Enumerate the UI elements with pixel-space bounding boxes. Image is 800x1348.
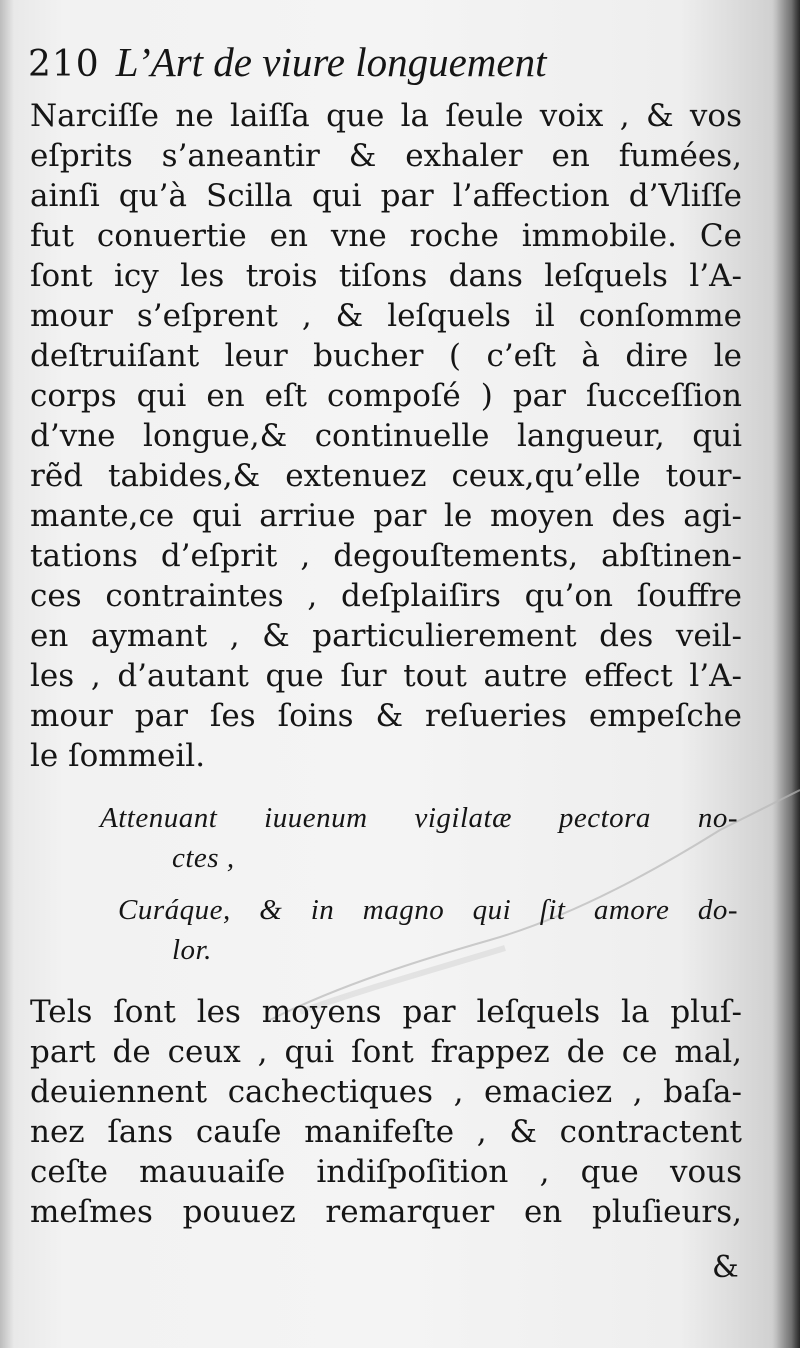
text-line: fut conuertie en vne roche immobile. Ce [30,218,742,254]
page-spine-shadow [772,0,800,1348]
text-line: deſtruiſant leur bucher ( c’eſt à dire le [30,338,742,374]
text-line: le ſommeil. [30,738,206,774]
text-line: mante,ce qui arriue par le moyen des agi- [30,498,742,534]
verse-line: Attenuant iuuenum vigilatæ pectora no- [100,802,738,834]
text-line: deuiennent cachectiques , emaciez , baſa- [30,1074,742,1110]
page-left-edge-shadow [0,0,14,1348]
page-number: 210 [28,44,100,85]
running-title: L’Art de viure longuement [115,39,547,85]
text-line: tations d’eſprit , degouſtements, abſtinen- [30,538,742,574]
text-line: en aymant , & particulierement des veil- [30,618,742,654]
text-line: rẽd tabides,& extenuez ceux,qu’elle tour- [30,458,742,494]
text-line: mour par ſes ſoins & reſueries empeſche [30,698,742,734]
text-line: part de ceux , qui ſont frappez de ce mal, [30,1034,742,1070]
text-line: corps qui en eſt compoſé ) par ſucceſſion [30,378,742,414]
verse-line: lor. [172,934,212,966]
text-line: d’vne longue,& continuelle langueur, qui [30,418,742,454]
text-line: Tels ſont les moyens par leſquels la pluſ- [30,994,742,1030]
text-line: eſprits s’aneantir & exhaler en fumées, [30,138,742,174]
verse-line: Curáque, & in magno qui ſit amore do- [118,894,738,926]
text-line: meſmes pouuez remarquer en pluſieurs, [30,1194,742,1230]
text-line: Narciſſe ne laiſſa que la ſeule voix , & vos [30,98,742,134]
text-line: ſont icy les trois tiſons dans leſquels l’A- [30,258,742,294]
page-header [28,38,748,98]
text-line: ainſi qu’à Scilla qui par l’affection d’Vliſſe [30,178,742,214]
catchword: & [712,1250,739,1285]
text-line: nez ſans cauſe manifeſte , & contractent [30,1114,742,1150]
verse-line: ctes , [172,842,235,874]
text-line: mour s’eſprent , & leſquels il conſomme [30,298,742,334]
text-line: les , d’autant que ſur tout autre effect l’A- [30,658,742,694]
text-line: ceſte mauuaiſe indiſpoſition , que vous [30,1154,742,1190]
text-line: ces contraintes , deſplaiſirs qu’on ſouffre [30,578,742,614]
